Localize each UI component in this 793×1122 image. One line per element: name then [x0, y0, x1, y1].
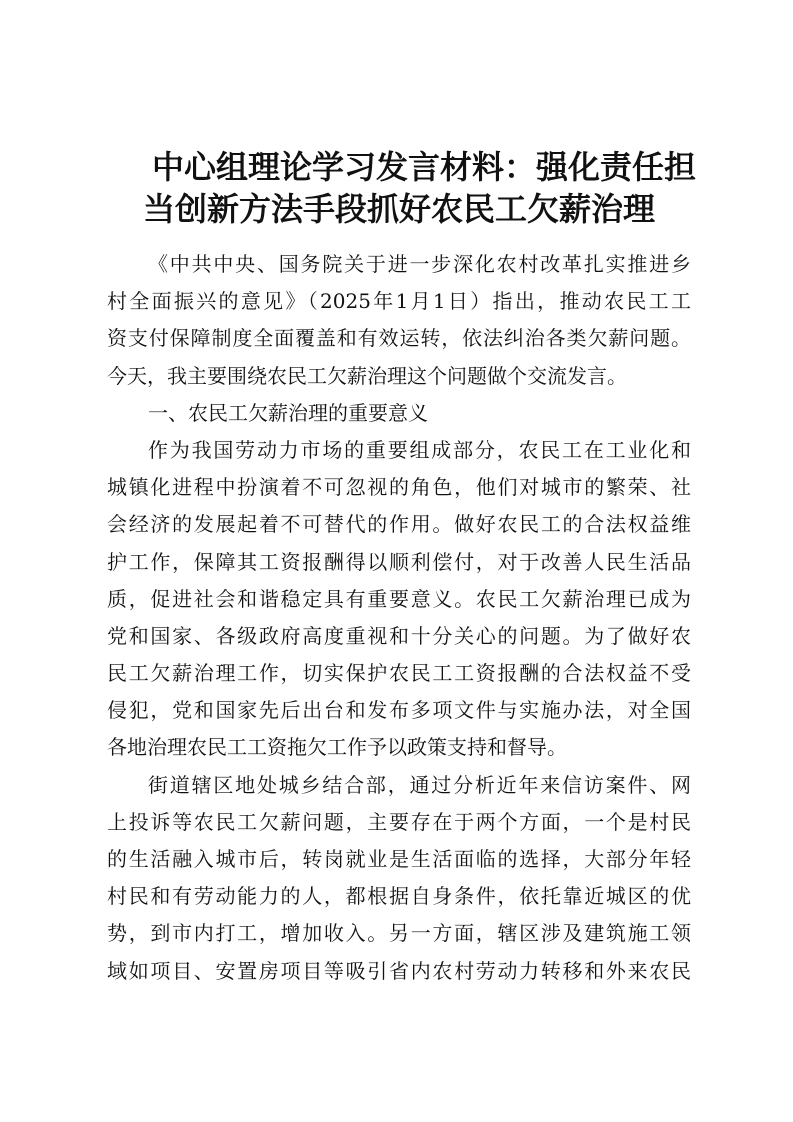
text-line: 上投诉等农民工欠薪问题，主要存在于两个方面，一个是村民 — [107, 809, 691, 834]
title-line: 当创新方法手段抓好农民工欠薪治理 — [143, 190, 656, 228]
text-line: 街道辖区地处城乡结合部，通过分析近年来信访案件、网 — [148, 772, 691, 797]
paragraph-significance — [107, 432, 691, 767]
text-line: 作为我国劳动力市场的重要组成部分，农民工在工业化和 — [148, 437, 691, 462]
text-line: 质，促进社会和谐稳定具有重要意义。农民工欠薪治理已成为 — [107, 586, 691, 611]
paragraph-intro — [107, 246, 691, 395]
title-line: 中心组理论学习发言材料：强化责任担 — [152, 148, 697, 186]
text-line: 城镇化进程中扮演着不可忽视的角色，他们对城市的繁荣、社 — [107, 475, 691, 500]
document-body — [107, 246, 691, 990]
text-line: 的生活融入城市后，转岗就业是生活面临的选择，大部分年轻 — [107, 847, 691, 871]
heading-text: 一、农民工欠薪治理的重要意义 — [148, 400, 428, 425]
text-line: 势，到市内打工，增加收入。另一方面，辖区涉及建筑施工领 — [107, 921, 691, 946]
text-line: 域如项目、安置房项目等吸引省内农村劳动力转移和外来农民 — [107, 958, 691, 983]
section-heading — [107, 395, 691, 432]
text-line: 各地治理农民工工资拖欠工作予以政策支持和督导。 — [107, 735, 567, 760]
text-line: 村民和有劳动能力的人，都根据自身条件，依托靠近城区的优 — [107, 884, 691, 909]
text-line: 资支付保障制度全面覆盖和有效运转，依法纠治各类欠薪问题。 — [107, 326, 691, 351]
text-line: 今天，我主要围绕农民工欠薪治理这个问题做个交流发言。 — [107, 363, 627, 388]
text-line: 党和国家、各级政府高度重视和十分关心的问题。为了做好农 — [107, 623, 691, 648]
text-line: 村全面振兴的意见》（2025年1月1日）指出，推动农民工工 — [107, 289, 691, 314]
text-line: 护工作，保障其工资报酬得以顺利偿付，对于改善人民生活品 — [107, 549, 691, 574]
document-title — [110, 146, 710, 230]
paragraph-district — [107, 767, 691, 990]
text-line: 《中共中央、国务院关于进一步深化农村改革扎实推进乡 — [148, 252, 691, 276]
text-line: 侵犯，党和国家先后出台和发布多项文件与实施办法，对全国 — [107, 698, 691, 723]
text-line: 会经济的发展起着不可替代的作用。做好农民工的合法权益维 — [107, 512, 691, 537]
text-line: 民工欠薪治理工作，切实保护农民工工资报酬的合法权益不受 — [107, 661, 691, 686]
